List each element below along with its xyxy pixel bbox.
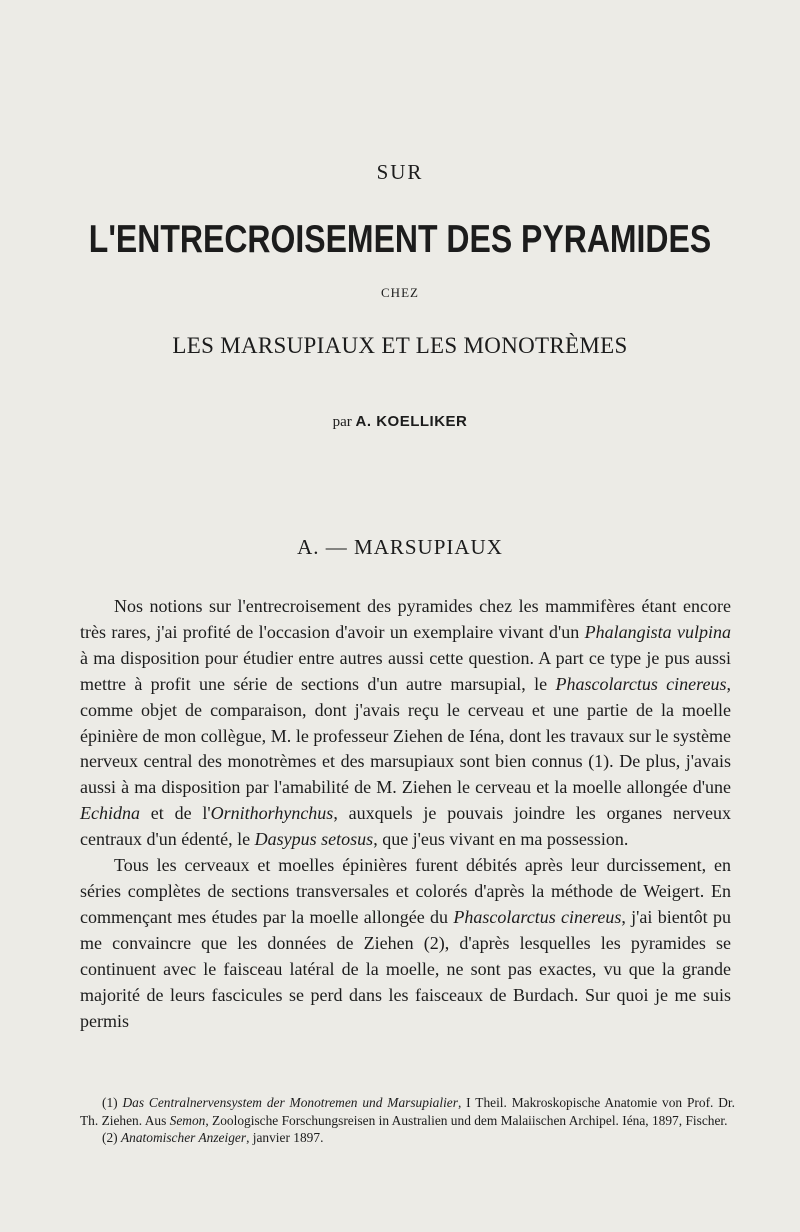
text-run: , auxquels je pouvais joindre les organes nerveux centraux d'un édenté, le bbox=[80, 803, 731, 850]
footnote-number: (1) bbox=[102, 1095, 123, 1110]
title-connector: CHEZ bbox=[381, 285, 419, 300]
footnote-2 bbox=[80, 1129, 735, 1147]
text-run: Nos notions sur l'entrecroisement des pyramides chez les mammifères étant encore très rares, j'ai profité de l'occasion d'avoir un exemplaire vivant d'un bbox=[80, 596, 731, 642]
section-heading: A. — MARSUPIAUX bbox=[297, 535, 503, 559]
paragraph-2 bbox=[80, 853, 731, 1034]
species-name: Echidna bbox=[80, 803, 140, 824]
text-run: , que j'eus vivant en ma possession. bbox=[373, 829, 629, 850]
footnotes bbox=[80, 1094, 735, 1147]
species-name: Phascolarctus cinereus bbox=[453, 906, 622, 927]
footnote-1 bbox=[80, 1094, 735, 1129]
text-run: et de l' bbox=[140, 803, 211, 824]
body-text bbox=[80, 594, 731, 1034]
text-run: , j'ai bientôt pu me convaincre que les données de Ziehen (2), d'après lesquelles les pyramides se continuent avec le faisceau latéral de la moelle, ne sont pas exactes, vu que la grande majorité de leurs fascicules se perd dans les faisceaux de Burdach. Sur quoi je me suis permis bbox=[80, 906, 731, 1031]
text-run: , Zoologische Forschungsreisen in Australien und dem Malaiischen Archipel. Iéna, 1897, Fischer. bbox=[205, 1112, 728, 1128]
title-prefix: SUR bbox=[376, 160, 424, 184]
work-title: Das Centralnervensystem der Monotremen und Marsupialier bbox=[122, 1095, 458, 1110]
text-run: Tous les cerveaux et moelles épinières furent débités après leur durcissement, en séries complètes de sections transversales et colorés d'après la méthode de Weigert. En commençant mes études par la moelle allongée du bbox=[80, 855, 731, 927]
paragraph-1 bbox=[80, 594, 731, 853]
footnote-number: (2) bbox=[102, 1130, 121, 1145]
byline-prefix: par bbox=[332, 414, 352, 430]
main-title: L'ENTRECROISEMENT DES PYRAMIDES bbox=[88, 218, 712, 261]
text-run: à ma disposition pour étudier entre autres aussi cette question. A part ce type je pus aussi mettre à profit une série de sections d'un autre marsupial, le bbox=[80, 647, 731, 694]
species-name: Phascolarctus cinereus bbox=[555, 673, 727, 694]
editor-name: Semon bbox=[169, 1112, 206, 1128]
journal-title: Anatomischer Anzeiger bbox=[120, 1130, 247, 1145]
subtitle: LES MARSUPIAUX ET LES MONOTRÈMES bbox=[172, 333, 628, 358]
text-run: , I Theil. Makroskopische Anatomie von Prof. Dr. Th. Ziehen. Aus bbox=[80, 1095, 735, 1128]
text-run: , comme objet de comparaison, dont j'avais reçu le cerveau et une partie de la moelle épinière de mon collègue, M. le professeur Ziehen de Iéna, dont les travaux sur le système nerveux central des monotrèmes et des marsupiaux sont bien connus (1). De plus, j'avais aussi à ma disposition par l'amabilité de M. Ziehen le cerveau et la moelle allongée d'une bbox=[80, 673, 731, 798]
species-name: Ornithorhynchus bbox=[210, 803, 334, 824]
species-name: Dasypus setosus bbox=[254, 829, 374, 850]
species-name: Phalangista vulpina bbox=[584, 621, 731, 642]
byline bbox=[0, 413, 800, 431]
author-name: A. KOELLIKER bbox=[355, 413, 468, 430]
text-run: , janvier 1897. bbox=[246, 1130, 324, 1145]
